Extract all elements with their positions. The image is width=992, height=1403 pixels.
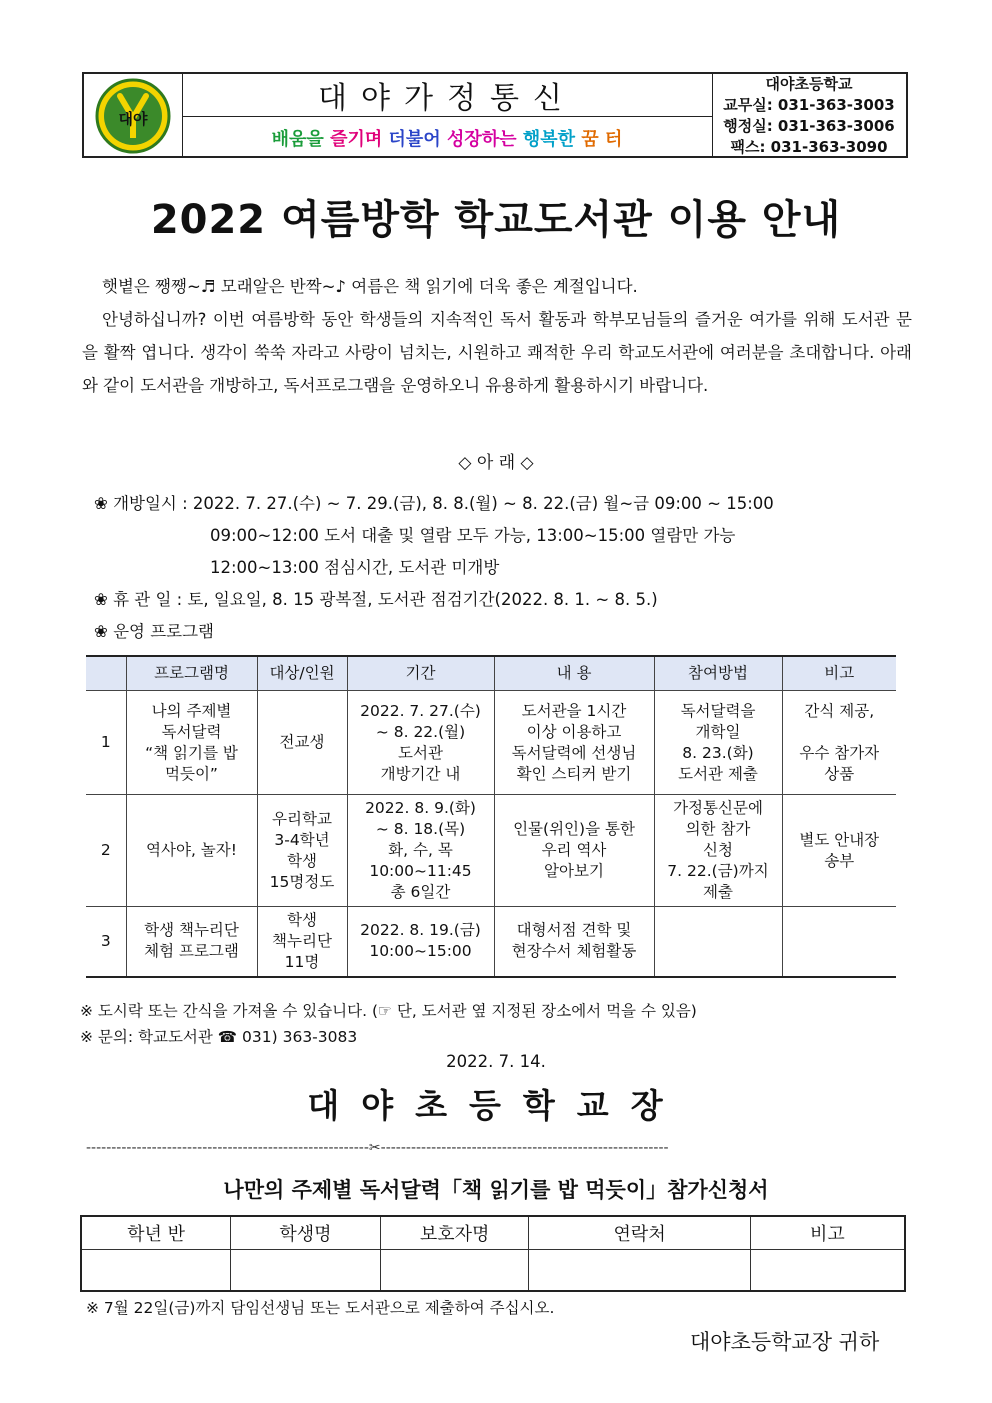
grade-class-field[interactable] bbox=[81, 1250, 231, 1292]
program-table-header: 프로그램명 bbox=[126, 656, 257, 691]
notes bbox=[80, 998, 920, 1050]
newsletter-title: 대야가정통신 bbox=[182, 74, 712, 117]
open-hours-line: 12:00~13:00 점심시간, 도서관 미개방 bbox=[210, 558, 500, 577]
remarks-field[interactable] bbox=[750, 1250, 905, 1292]
form-header: 보호자명 bbox=[380, 1216, 529, 1250]
period: 2022. 8. 19.(금) 10:00~15:00 bbox=[347, 907, 494, 977]
program-table-header: 참여방법 bbox=[654, 656, 782, 691]
remarks: 별도 안내장 송부 bbox=[782, 795, 896, 907]
row-number: 2 bbox=[86, 795, 126, 907]
content: 인물(위인)을 통한 우리 역사 알아보기 bbox=[494, 795, 654, 907]
document-title: 2022 여름방학 학교도서관 이용 안내 bbox=[150, 197, 842, 243]
period: 2022. 7. 27.(수) ~ 8. 22.(월) 도서관 개방기간 내 bbox=[347, 691, 494, 795]
below-heading: ◇ 아 래 ◇ bbox=[458, 453, 534, 473]
school-logo-cell bbox=[84, 74, 183, 158]
participation-method bbox=[654, 907, 782, 977]
program-table-header: 내 용 bbox=[494, 656, 654, 691]
program-table bbox=[86, 655, 896, 978]
contact-field[interactable] bbox=[529, 1250, 750, 1292]
application-form bbox=[80, 1215, 906, 1292]
table-row bbox=[86, 907, 896, 977]
school-name: 대야초등학교 bbox=[765, 75, 853, 93]
form-header: 학생명 bbox=[231, 1216, 381, 1250]
row-number: 1 bbox=[86, 691, 126, 795]
participation-method: 가정통신문에 의한 참가 신청 7. 22.(금)까지 제출 bbox=[654, 795, 782, 907]
contact-info bbox=[712, 74, 906, 158]
program-table-header: 기간 bbox=[347, 656, 494, 691]
program-name: 역사야, 놀자! bbox=[126, 795, 257, 907]
student-name-field[interactable] bbox=[231, 1250, 381, 1292]
slogan-word: 더불어 bbox=[388, 128, 441, 150]
note-line: ※ 문의: 학교도서관 ☎ 031) 363-3083 bbox=[80, 1028, 358, 1046]
target: 학생 책누리단 11명 bbox=[257, 907, 347, 977]
principal-signature: 대야초등학교장 bbox=[307, 1086, 685, 1125]
program-heading: ❀ 운영 프로그램 bbox=[94, 622, 214, 641]
contact-line: 행정실: 031-363-3006 bbox=[723, 117, 895, 135]
cut-dashes: -------------------------------------------------------- bbox=[86, 1140, 369, 1156]
program-table-header: 대상/인원 bbox=[257, 656, 347, 691]
intro-paragraph: 안녕하십니까? 이번 여름방학 동안 학생들의 지속적인 독서 활동과 학부모님들의 즐거운 여가를 위해 도서관 문을 활짝 엽니다. 생각이 쑥쑥 자라고 사랑이 넘치는, 시원하고 쾌적한 우리 학교도서관에 여러분을 초대합니다. 아래와 같이 도서관을 개방하고, 독서프로그램을 운영하오니 유용하게 활용하시기 바랍니다. bbox=[82, 310, 912, 395]
row-number: 3 bbox=[86, 907, 126, 977]
target: 우리학교 3-4학년 학생 15명정도 bbox=[257, 795, 347, 907]
issue-date: 2022. 7. 14. bbox=[446, 1052, 546, 1071]
cut-line bbox=[86, 1140, 906, 1160]
content: 도서관을 1시간 이상 이용하고 독서달력에 선생님 확인 스티커 받기 bbox=[494, 691, 654, 795]
school-logo-icon bbox=[84, 74, 182, 158]
svg-text:대야: 대야 bbox=[118, 110, 148, 128]
period: 2022. 8. 9.(화) ~ 8. 18.(목) 화, 수, 목 10:00~11:45 총 6일간 bbox=[347, 795, 494, 907]
slogan-word: 행복한 bbox=[522, 128, 576, 150]
contact-line: 팩스: 031-363-3090 bbox=[730, 138, 888, 156]
note-line: ※ 도시락 또는 간식을 가져올 수 있습니다. (☞ 단, 도서관 옆 지정된 장소에서 먹을 수 있음) bbox=[80, 1002, 697, 1020]
form-header: 연락처 bbox=[529, 1216, 750, 1250]
program-table-header bbox=[86, 656, 126, 691]
program-name: 나의 주제별 독서달력 “책 읽기를 밥 먹듯이” bbox=[126, 691, 257, 795]
slogan bbox=[182, 117, 712, 158]
remarks: 간식 제공, 우수 참가자 상품 bbox=[782, 691, 896, 795]
target: 전교생 bbox=[257, 691, 347, 795]
contact-line: 교무실: 031-363-3003 bbox=[723, 96, 895, 114]
form-header: 비고 bbox=[750, 1216, 905, 1250]
form-header: 학년 반 bbox=[81, 1216, 231, 1250]
info-section bbox=[94, 488, 924, 648]
program-table-header: 비고 bbox=[782, 656, 896, 691]
slogan-word: 성장하는 bbox=[447, 128, 517, 150]
program-name: 학생 책누리단 체험 프로그램 bbox=[126, 907, 257, 977]
slogan-word: 즐기며 bbox=[330, 128, 383, 150]
open-hours-line: 09:00~12:00 도서 대출 및 열람 모두 가능, 13:00~15:00 열람만 가능 bbox=[210, 526, 736, 545]
letterhead bbox=[82, 72, 908, 158]
slogan-word: 배움을 bbox=[271, 128, 324, 150]
signoff: 대야초등학교장 귀하 bbox=[690, 1330, 880, 1354]
participation-method: 독서달력을 개학일 8. 23.(화) 도서관 제출 bbox=[654, 691, 782, 795]
table-row bbox=[86, 691, 896, 795]
intro-paragraph: 햇볕은 쨍쨍~♬ 모래알은 반짝~♪ 여름은 책 읽기에 더욱 좋은 계절입니다. bbox=[102, 277, 638, 296]
remarks bbox=[782, 907, 896, 977]
table-row bbox=[86, 795, 896, 907]
form-title: 나만의 주제별 독서달력「책 읽기를 밥 먹듯이」참가신청서 bbox=[223, 1178, 769, 1202]
slogan-word: 꿈 터 bbox=[581, 128, 623, 150]
open-hours-line: 2022. 7. 27.(수) ~ 7. 29.(금), 8. 8.(월) ~ 8. 22.(금) 월~금 09:00 ~ 15:00 bbox=[192, 494, 774, 513]
cut-dashes: --------------------------------------------------------- bbox=[380, 1140, 669, 1156]
closed-days: ❀ 휴 관 일 : 토, 일요일, 8. 15 광복절, 도서관 점검기간(2022. 8. 1. ~ 8. 5.) bbox=[94, 590, 658, 609]
scissors-icon: ✂ bbox=[368, 1140, 381, 1156]
open-hours-label: ❀ 개방일시 : bbox=[94, 494, 193, 513]
form-note: ※ 7월 22일(금)까지 담임선생님 또는 도서관으로 제출하여 주십시오. bbox=[86, 1299, 555, 1317]
content: 대형서점 견학 및 현장수서 체험활동 bbox=[494, 907, 654, 977]
open-hours bbox=[94, 488, 924, 520]
guardian-name-field[interactable] bbox=[380, 1250, 529, 1292]
intro-text bbox=[82, 270, 912, 402]
